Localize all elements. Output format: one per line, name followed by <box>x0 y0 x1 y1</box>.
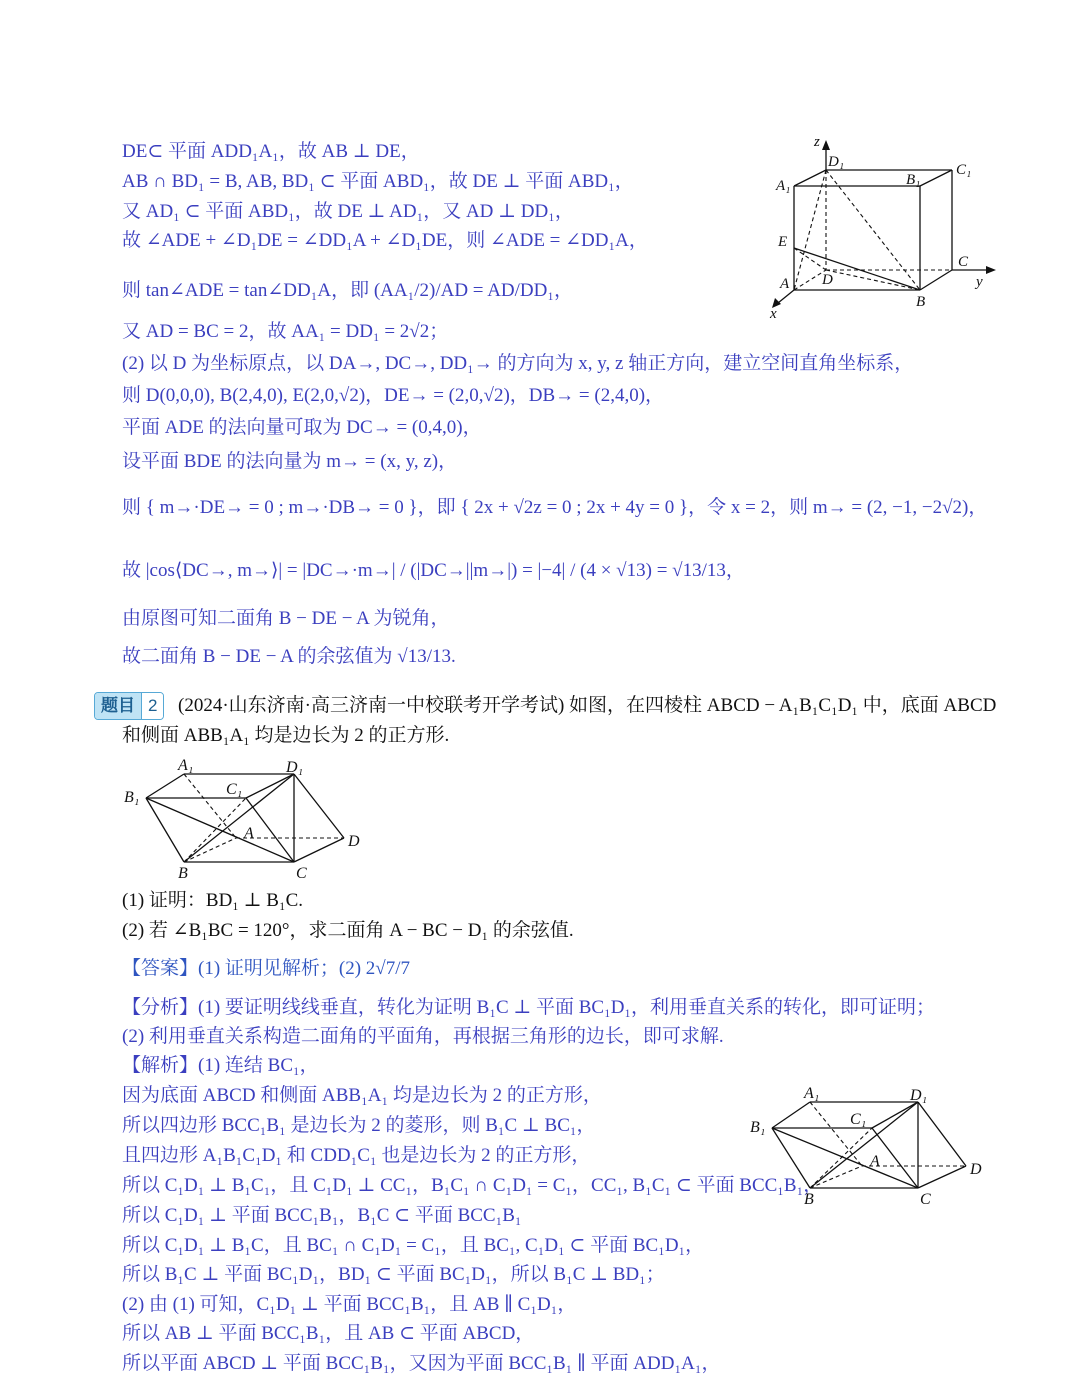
edge-BC1 <box>184 798 246 862</box>
answer-line: 【答案】(1) 证明见解析；(2) 2√7/7 <box>122 958 411 979</box>
problem-stem-line2: 和侧面 ABB₁A₁ 均是边长为 2 的正方形. <box>122 725 450 746</box>
label-E: E <box>778 234 788 250</box>
badge-label: 题目 <box>95 693 141 719</box>
edge-BC1 <box>810 1128 872 1188</box>
label-C1: C₁ <box>226 781 243 798</box>
label-y: y <box>976 274 983 290</box>
analysis-line-1: 【分析】(1) 要证明线线垂直，转化为证明 B₁C ⊥ 平面 BC₁D₁，利用垂直关系的转化，即可证明； <box>122 997 936 1018</box>
figure-prism-axes <box>760 128 1000 328</box>
solution-line: 因为底面 ABCD 和侧面 ABB₁A₁ 均是边长为 2 的正方形， <box>122 1085 602 1106</box>
badge-number: 2 <box>141 693 163 719</box>
edge-CD <box>294 838 344 862</box>
solution-line: 又 AD₁ ⊂ 平面 ABD₁，故 DE ⊥ AD₁，又 AD ⊥ DD₁， <box>122 201 574 222</box>
solution-line: 所以四边形 BCC₁B₁ 是边长为 2 的菱形，则 B₁C ⊥ BC₁， <box>122 1115 596 1136</box>
parallelepiped-diagram <box>118 752 378 884</box>
label-B1: B₁ <box>124 789 140 806</box>
label-D1: D₁ <box>828 154 845 170</box>
solution-line: DE⊂ 平面 ADD₁A₁，故 AB ⊥ DE， <box>122 141 420 162</box>
label-D1: D₁ <box>286 759 304 776</box>
solution-line: 由原图可知二面角 B − DE − A 为锐角， <box>122 608 450 629</box>
solution-line: 则 { m→·DE→ = 0 ; m→·DB→ = 0 }，即 { 2x + √2z = 0 ; 2x + 4y = 0 }，令 x = 2，则 m→ = (2, −1, −2√2)， <box>122 497 988 518</box>
parallelepiped-diagram-2 <box>746 1080 996 1212</box>
label-A1: A₁ <box>776 178 791 194</box>
label-A: A <box>870 1153 880 1170</box>
label-B: B <box>916 294 926 310</box>
edge-B1C1 <box>920 170 952 186</box>
label-D1: D₁ <box>910 1087 928 1104</box>
edge-EB <box>794 248 920 290</box>
prism-diagram <box>760 128 1000 323</box>
solution-line: 则 D(0,0,0), B(2,4,0), E(2,0,√2)，DE→ = (2,0,√2)，DB→ = (2,4,0)， <box>122 385 665 406</box>
label-C1: C₁ <box>850 1111 867 1128</box>
label-B: B <box>804 1191 814 1208</box>
label-A: A <box>780 276 790 292</box>
edge-BA <box>810 1166 862 1188</box>
figure-parallelepiped-solution <box>746 1080 996 1217</box>
label-x: x <box>770 306 777 322</box>
solution-line: 设平面 BDE 的法向量为 m→ = (x, y, z)， <box>122 451 458 472</box>
label-A1: A₁ <box>804 1085 820 1102</box>
solution-line: (2) 以 D 为坐标原点，以 DA→, DC→, DD₁→ 的方向为 x, y, z 轴正方向，建立空间直角坐标系， <box>122 353 914 374</box>
edge-B1B <box>772 1128 810 1188</box>
solution-line: 所以 B₁C ⊥ 平面 BC₁D₁，BD₁ ⊂ 平面 BC₁D₁，所以 B₁C ⊥ BD₁； <box>122 1264 665 1285</box>
label-z: z <box>814 134 820 150</box>
solution-line: 故 |cos⟨DC→, m→⟩| = |DC→·m→| / (|DC→||m→|) = |−4| / (4 × √13) = √13/13， <box>122 560 745 581</box>
edge-B1C <box>146 798 294 862</box>
solution-line: 所以 C₁D₁ ⊥ B₁C，且 BC₁ ∩ C₁D₁ = C₁，且 BC₁, C₁D₁ ⊂ 平面 BC₁D₁， <box>122 1235 705 1256</box>
label-B1: B₁ <box>750 1119 766 1136</box>
label-C: C <box>296 865 307 882</box>
edge-C1D1 <box>872 1102 918 1128</box>
edge-C1D1 <box>246 774 294 798</box>
label-A1: A₁ <box>178 757 194 774</box>
problem-badge <box>94 692 164 720</box>
edge-D1D <box>918 1102 966 1166</box>
edge-B1C <box>772 1128 918 1188</box>
problem-stem-line1: (2024·山东济南·高三济南一中校联考开学考试) 如图，在四棱柱 ABCD − A₁B₁C₁D₁ 中，底面 ABCD <box>178 695 997 716</box>
solution-line: 故二面角 B − DE − A 的余弦值为 √13/13. <box>122 646 456 667</box>
label-B1: B₁ <box>906 172 921 188</box>
label-B: B <box>178 865 188 882</box>
solution-line: 且四边形 A₁B₁C₁D₁ 和 CDD₁C₁ 也是边长为 2 的正方形， <box>122 1145 591 1166</box>
solution-line: 所以 C₁D₁ ⊥ 平面 BCC₁B₁，B₁C ⊂ 平面 BCC₁B₁ <box>122 1205 522 1226</box>
edge-DB <box>826 270 920 290</box>
label-C1: C₁ <box>956 162 972 178</box>
solution-line: 则 tan∠ADE = tan∠DD₁A，即 (AA₁/2)/AD = AD/DD₁， <box>122 280 573 301</box>
arrow-z <box>822 140 830 150</box>
label-C: C <box>920 1191 931 1208</box>
solution-line: 所以平面 ABCD ⊥ 平面 BCC₁B₁，又因为平面 BCC₁B₁ ∥ 平面 ADD₁A₁， <box>122 1353 721 1374</box>
solution-line: AB ∩ BD₁ = B, AB, BD₁ ⊂ 平面 ABD₁，故 DE ⊥ 平面 ABD₁， <box>122 171 634 192</box>
label-C: C <box>958 254 969 270</box>
edge-B1A1 <box>146 774 184 798</box>
arrow-y <box>986 266 996 274</box>
analysis-line-2: (2) 利用垂直关系构造二面角的平面角，再根据三角形的边长，即可求解. <box>122 1026 724 1047</box>
edge-ED <box>794 248 826 270</box>
solution-line: 所以 AB ⊥ 平面 BCC₁B₁，且 AB ⊂ 平面 ABCD， <box>122 1323 535 1344</box>
label-D: D <box>348 833 360 850</box>
solution-line: 所以 C₁D₁ ⊥ B₁C₁，且 C₁D₁ ⊥ CC₁，B₁C₁ ∩ C₁D₁ = C₁，CC₁, B₁C₁ ⊂ 平面 BCC₁B₁， <box>122 1175 823 1196</box>
edge-CD <box>918 1166 966 1188</box>
edge-D1B <box>826 170 920 290</box>
question-2: (2) 若 ∠B₁BC = 120°，求二面角 A − BC − D₁ 的余弦值. <box>122 920 574 941</box>
edge-B1A1 <box>772 1102 810 1128</box>
solution-line: 平面 ADE 的法向量可取为 DC→ = (0,4,0)， <box>122 417 482 438</box>
figure-parallelepiped <box>118 752 378 889</box>
label-D: D <box>822 272 833 288</box>
edge-A1D1 <box>794 170 826 186</box>
edge-B1B <box>146 798 184 862</box>
solution-line: 【解析】(1) 连结 BC₁， <box>122 1055 319 1076</box>
label-D: D <box>970 1161 982 1178</box>
question-1: (1) 证明：BD₁ ⊥ B₁C. <box>122 890 304 911</box>
solution-line: (2) 由 (1) 可知，C₁D₁ ⊥ 平面 BCC₁B₁，且 AB ∥ C₁D₁， <box>122 1294 577 1315</box>
label-A: A <box>244 825 254 842</box>
edge-BC <box>920 270 952 290</box>
solution-line: 又 AD = BC = 2，故 AA₁ = DD₁ = 2√2； <box>122 321 449 342</box>
edge-D1D <box>294 774 344 838</box>
solution-line: 故 ∠ADE + ∠D₁DE = ∠DD₁A + ∠D₁DE，则 ∠ADE = ∠DD₁A， <box>122 230 648 251</box>
